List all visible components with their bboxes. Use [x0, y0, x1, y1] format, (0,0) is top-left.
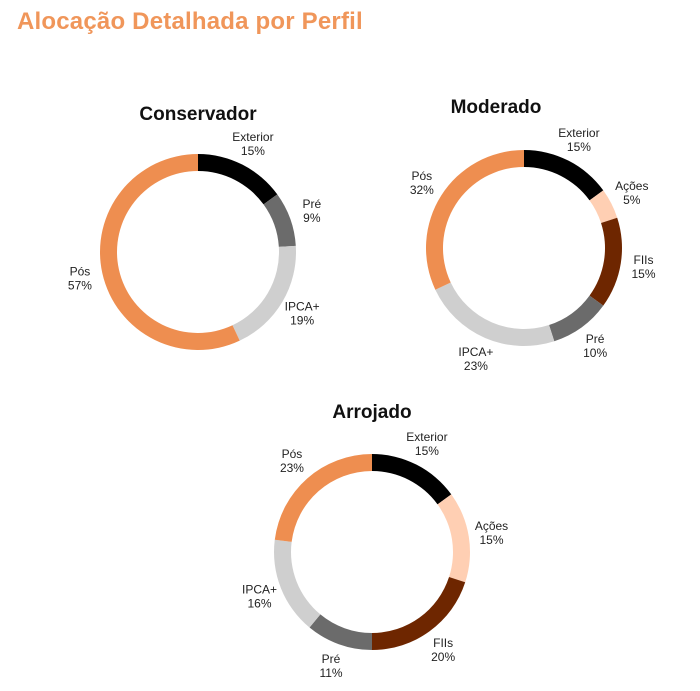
- slice-label-pre: Pré 11%: [319, 651, 343, 680]
- donut-chart-conservador: [68, 104, 322, 350]
- slice-label-acoes: Ações 5%: [615, 179, 649, 208]
- slice-label-pos: Pós 23%: [279, 447, 304, 476]
- slice-label-ipca-plus: IPCA+ 16%: [241, 582, 278, 611]
- slice-pre: [310, 614, 372, 650]
- slice-label-pos: Pós 57%: [67, 264, 92, 293]
- chart-title: Conservador: [139, 104, 257, 125]
- chart-title: Moderado: [450, 97, 542, 118]
- donut-chart-moderado: [410, 97, 656, 373]
- slice-exterior: [198, 154, 277, 204]
- slice-ipca-plus: [435, 282, 554, 346]
- slice-exterior: [372, 454, 451, 504]
- slice-exterior: [524, 150, 603, 200]
- slice-label-ipca-plus: IPCA+ 19%: [284, 299, 320, 328]
- slice-label-pre: Pré 9%: [302, 197, 322, 226]
- chart-title: Arrojado: [332, 402, 412, 423]
- slice-label-acoes: Ações 15%: [474, 519, 509, 548]
- slice-ipca-plus: [274, 540, 320, 628]
- page-title: Alocação Detalhada por Perfil: [17, 8, 363, 35]
- slice-label-fiis: FIIs 15%: [631, 252, 656, 281]
- slice-pos: [426, 150, 524, 290]
- slice-label-exterior: Exterior 15%: [406, 430, 448, 459]
- slice-label-exterior: Exterior 15%: [232, 130, 274, 159]
- slice-label-pre: Pré 10%: [583, 331, 608, 360]
- slice-fiis: [590, 218, 622, 306]
- slice-label-pos: Pós 32%: [409, 169, 434, 198]
- donut-chart-arrojado: [242, 402, 508, 680]
- slice-acoes: [438, 494, 470, 582]
- slice-ipca-plus: [232, 246, 296, 341]
- slice-label-fiis: FIIs 20%: [431, 635, 456, 664]
- slice-pos: [100, 154, 240, 350]
- slice-label-exterior: Exterior 15%: [558, 126, 600, 155]
- slice-label-ipca-plus: IPCA+ 23%: [458, 345, 494, 374]
- slice-pre: [264, 194, 296, 247]
